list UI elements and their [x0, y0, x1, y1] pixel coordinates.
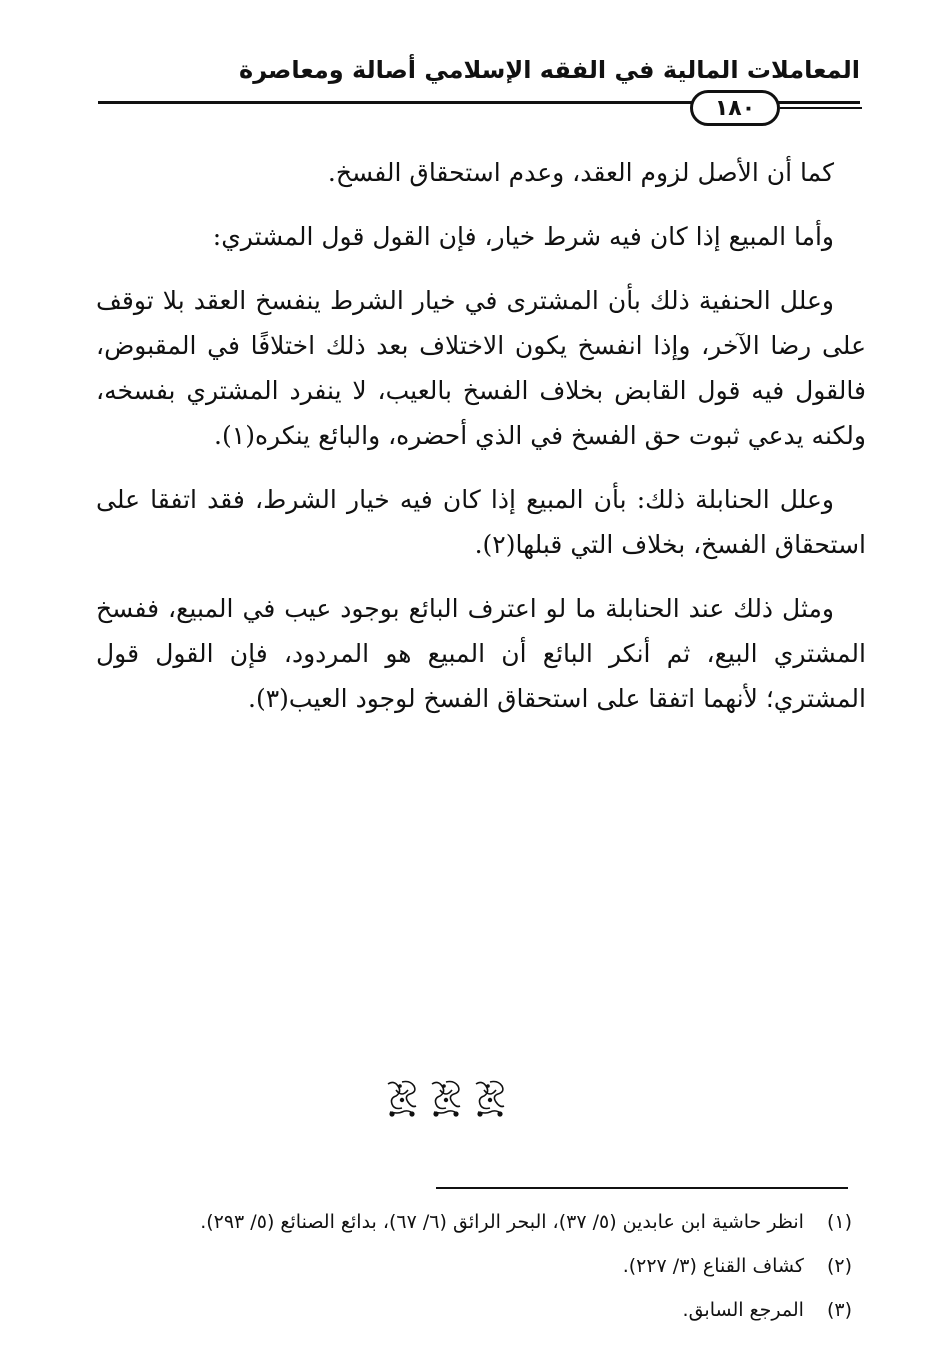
- footnote: [80, 1248, 852, 1284]
- footnote-text: المرجع السابق.: [682, 1299, 804, 1321]
- paragraph: ومثل ذلك عند الحنابلة ما لو اعترف البائع بوجود عيب في المبيع، ففسخ المشتري البيع، ثم أنكر البائع أن المبيع هو المردود، فإن القول قول المشتري؛ لأنهما اتفقا على استحقاق الفسخ لوجود العيب(٣).: [96, 594, 866, 713]
- footnote-separator: [436, 1187, 848, 1189]
- paragraph: كما أن الأصل لزوم العقد، وعدم استحقاق الفسخ.: [327, 158, 834, 187]
- footnote-number: (١): [826, 1211, 852, 1233]
- page-number-rule: [780, 107, 862, 109]
- footnotes: [80, 1204, 852, 1336]
- footnote: [80, 1292, 852, 1328]
- running-header: المعاملات المالية في الفقه الإسلامي أصالة ومعاصرة: [239, 56, 860, 84]
- floral-ornament-icon: [428, 1078, 464, 1118]
- section-end-ornament: [384, 1078, 512, 1122]
- paragraph: وعلل الحنفية ذلك بأن المشترى في خيار الشرط ينفسخ العقد بلا توقف على رضا الآخر، وإذا انفسخ يكون الاختلاف بعد ذلك اختلافًا في المقبوض، فالقول فيه قول القابض بخلاف الفسخ بالعيب، لا ينفرد المشتري بفسخه، ولكنه يدعي ثبوت حق الفسخ في الذي أحضره، والبائع ينكره(١).: [96, 286, 866, 450]
- footnote-text: انظر حاشية ابن عابدين (٥/ ٣٧)، البحر الرائق (٦/ ٦٧)، بدائع الصنائع (٥/ ٢٩٣).: [200, 1211, 804, 1233]
- footnote-text: كشاف القناع (٣/ ٢٢٧).: [622, 1255, 804, 1277]
- paragraph: وعلل الحنابلة ذلك: بأن المبيع إذا كان فيه خيار الشرط، فقد اتفقا على استحقاق الفسخ، بخلاف التي قبلها(٢).: [96, 485, 866, 559]
- main-text: [96, 150, 866, 740]
- paragraph: وأما المبيع إذا كان فيه شرط خيار، فإن القول قول المشتري:: [212, 222, 834, 251]
- footnote: [80, 1204, 852, 1240]
- page-number: ١٨٠: [714, 95, 756, 121]
- floral-ornament-icon: [472, 1078, 508, 1118]
- footnote-number: (٣): [826, 1299, 852, 1321]
- page-number-badge: [690, 90, 780, 126]
- footnote-number: (٢): [826, 1255, 852, 1277]
- floral-ornament-icon: [384, 1078, 420, 1118]
